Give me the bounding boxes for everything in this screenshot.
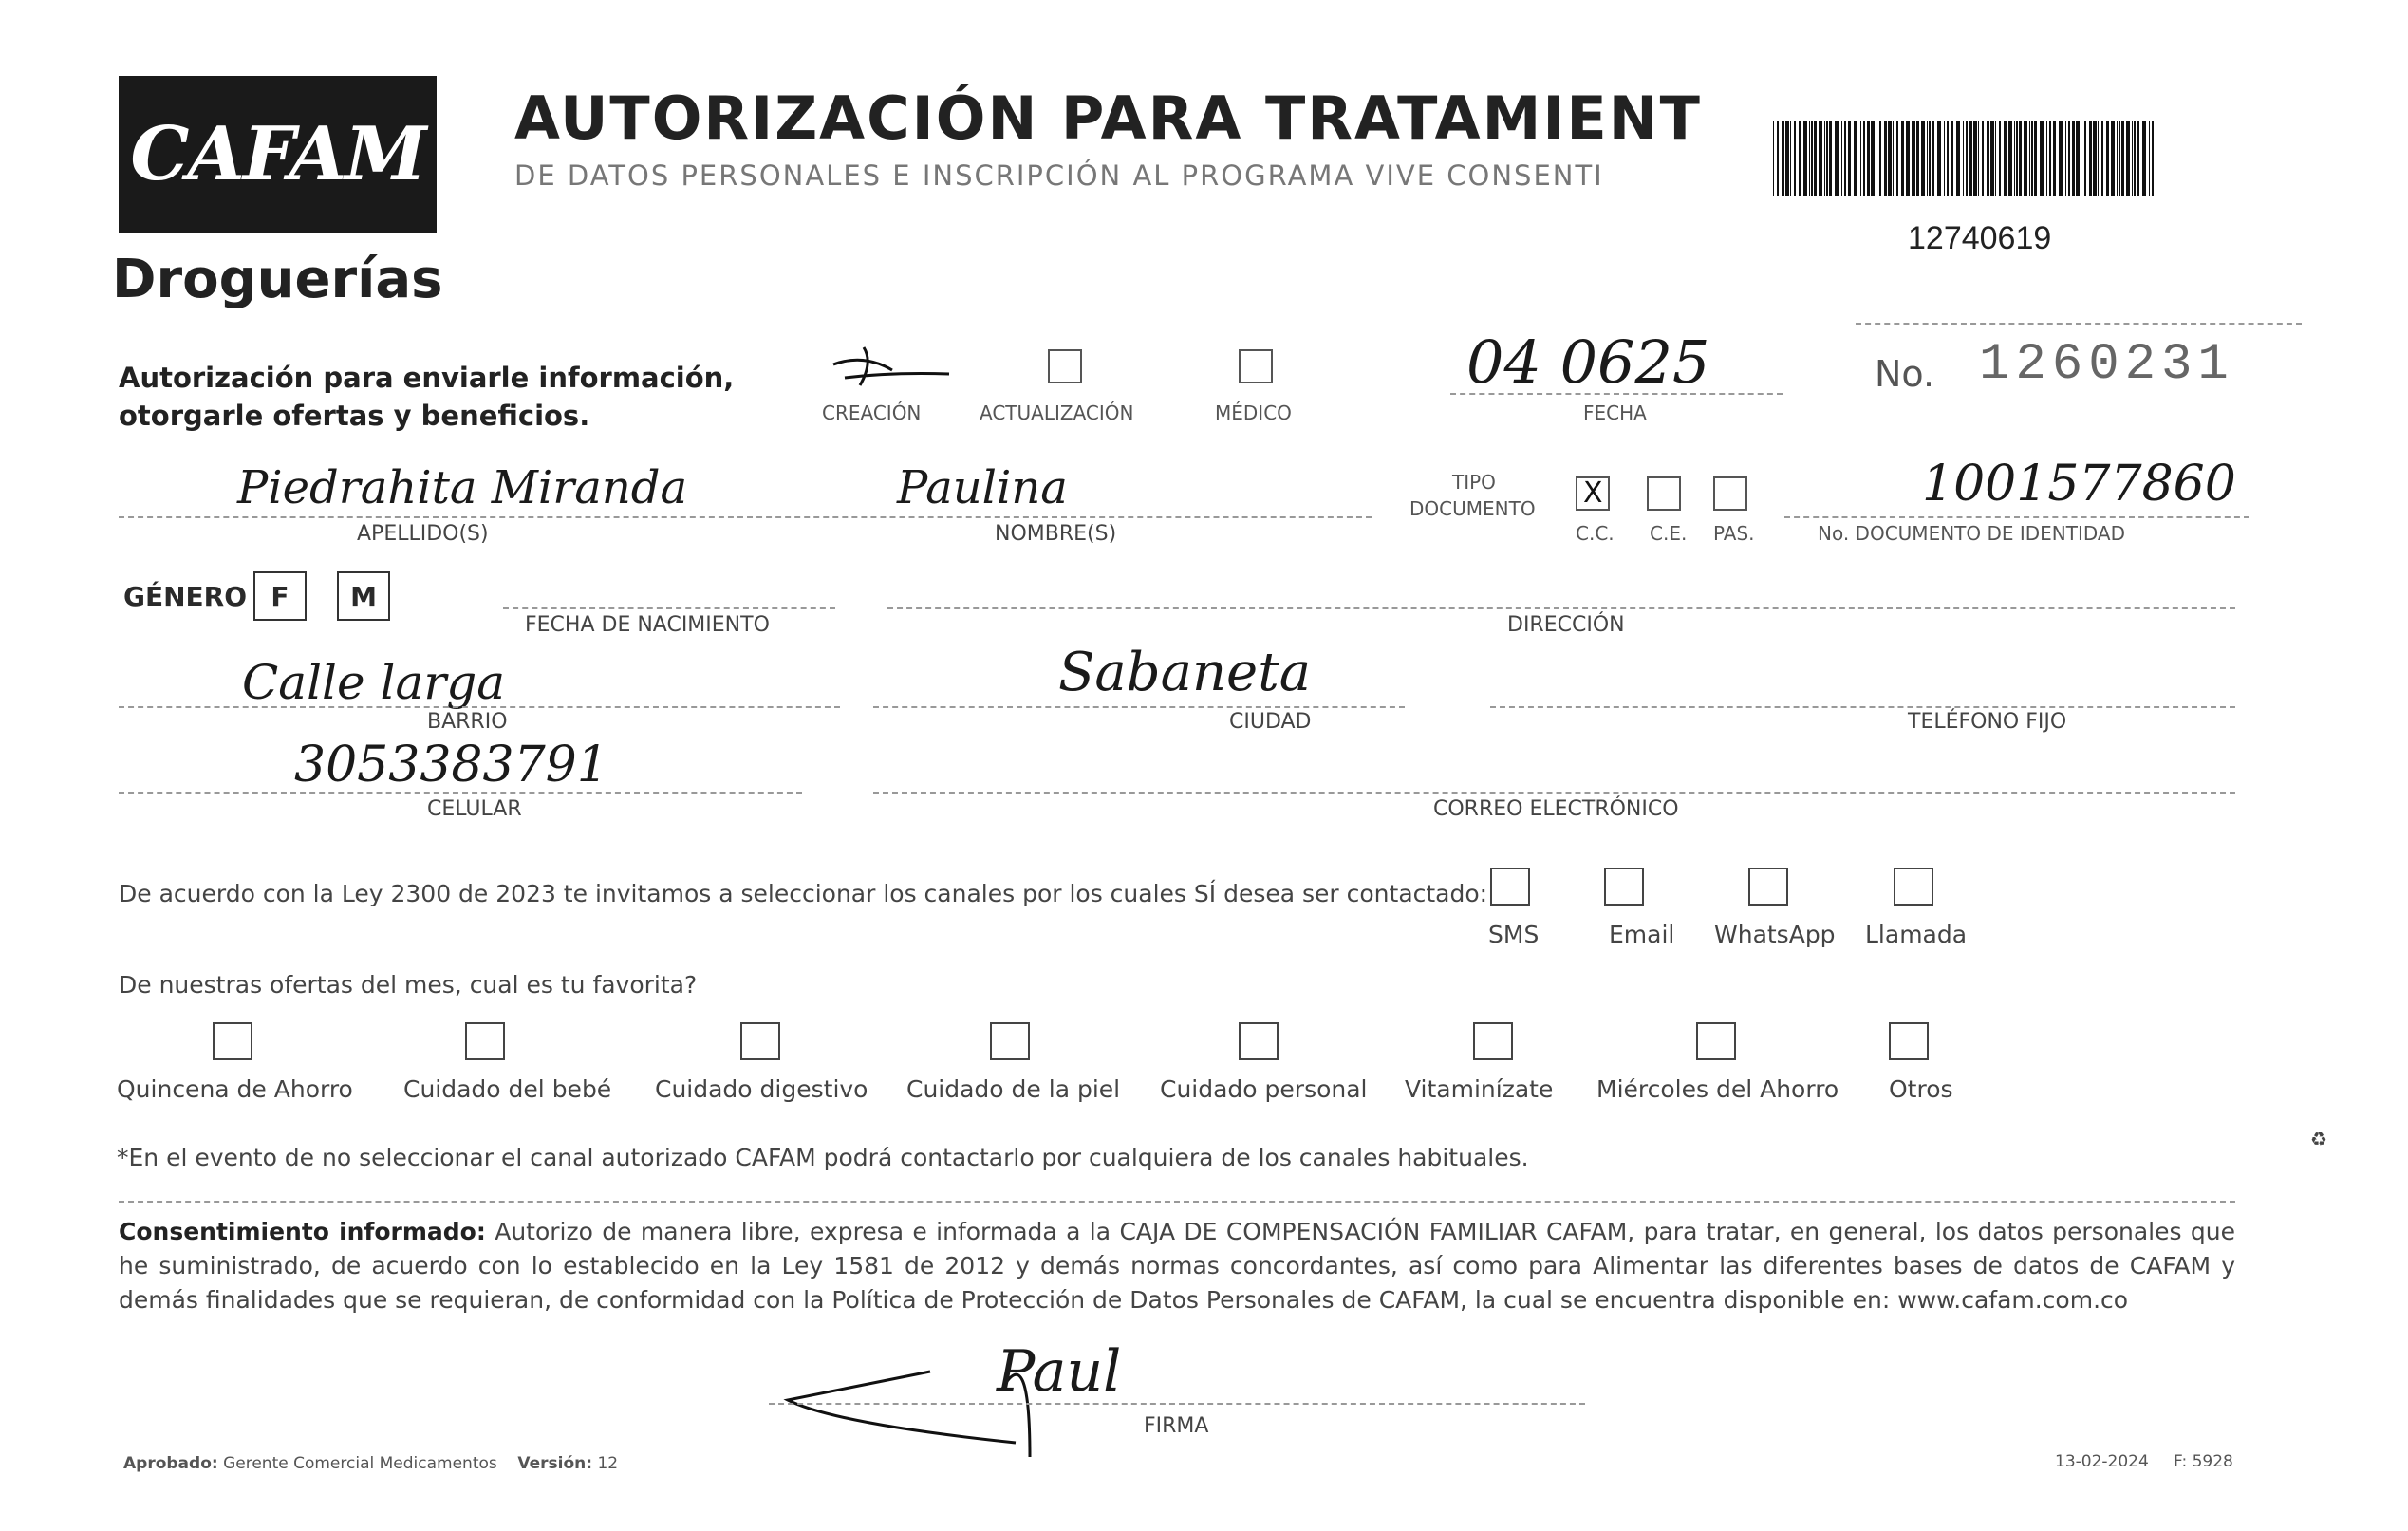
barcode-bar xyxy=(1819,121,1822,196)
barcode-bar xyxy=(1871,121,1875,196)
apellidos-label: APELLIDO(S) xyxy=(357,522,489,546)
email-label: Email xyxy=(1609,921,1675,948)
nombre-value[interactable]: Paulina xyxy=(897,461,1068,514)
barcode-bar xyxy=(1773,121,1774,196)
barcode-bar xyxy=(2142,121,2146,196)
brand-subtitle: Droguerías xyxy=(112,249,443,310)
barcode-bar xyxy=(1777,121,1779,196)
tipo-doc-label-1: TIPO xyxy=(1452,471,1496,494)
celular-label: CELULAR xyxy=(427,797,522,821)
digestivo-label: Cuidado digestivo xyxy=(655,1075,868,1103)
medico-label: MÉDICO xyxy=(1215,401,1292,424)
barcode-bar xyxy=(1809,121,1810,196)
form-subtitle: DE DATOS PERSONALES E INSCRIPCIÓN AL PROGRAMA VIVE CONSENTI xyxy=(514,159,1604,192)
version-label: Versión: xyxy=(517,1454,593,1473)
bebe-checkbox[interactable] xyxy=(465,1022,505,1060)
barcode xyxy=(1773,121,2157,196)
quincena-label: Quincena de Ahorro xyxy=(117,1075,353,1103)
genero-f-label: F xyxy=(271,580,289,612)
footer-fecha: 13-02-2024 xyxy=(2055,1452,2149,1471)
piel-label: Cuidado de la piel xyxy=(906,1075,1121,1103)
barcode-bar xyxy=(1913,121,1915,196)
barcode-bar xyxy=(1803,121,1807,196)
sms-checkbox[interactable] xyxy=(1490,868,1530,906)
barcode-bar xyxy=(2089,121,2092,196)
numero-value: 1260231 xyxy=(1979,336,2234,394)
llamada-label: Llamada xyxy=(1865,921,1968,948)
direccion-label: DIRECCIÓN xyxy=(1507,613,1625,637)
barcode-bar xyxy=(2040,121,2044,196)
barrio-label: BARRIO xyxy=(427,710,508,734)
piel-checkbox[interactable] xyxy=(990,1022,1030,1060)
barcode-bar xyxy=(1929,121,1931,196)
barcode-bar xyxy=(2137,121,2139,196)
barcode-bar xyxy=(1982,121,1984,196)
barcode-bar xyxy=(1921,121,1925,196)
barcode-bar xyxy=(2024,121,2027,196)
barcode-bar xyxy=(1916,121,1919,196)
barcode-bar xyxy=(2119,121,2120,196)
fecha-nacimiento-label: FECHA DE NACIMIENTO xyxy=(525,613,770,637)
version-value: 12 xyxy=(597,1454,619,1473)
barcode-bar xyxy=(1790,121,1791,196)
barcode-bar xyxy=(2019,121,2022,196)
barcode-bar xyxy=(1811,121,1813,196)
barcode-bar xyxy=(1814,121,1817,196)
barcode-bar xyxy=(1901,121,1904,196)
barcode-bar xyxy=(2072,121,2075,196)
footer-codigo: F: 5928 xyxy=(2174,1452,2233,1471)
barcode-bar xyxy=(1848,121,1851,196)
barcode-bar xyxy=(2126,121,2130,196)
barcode-bar xyxy=(2004,121,2007,196)
barcode-bar xyxy=(2065,121,2066,196)
barcode-bar xyxy=(1999,121,2001,196)
barcode-bar xyxy=(2068,121,2070,196)
numero-label: No. xyxy=(1875,353,1935,395)
barcode-bar xyxy=(2053,121,2056,196)
whatsapp-label: WhatsApp xyxy=(1714,921,1836,948)
ciudad-value[interactable]: Sabaneta xyxy=(1058,642,1312,703)
barcode-bar xyxy=(1947,121,1949,196)
digestivo-checkbox[interactable] xyxy=(740,1022,780,1060)
aprobado-label: Aprobado: xyxy=(123,1454,218,1473)
barcode-bar xyxy=(2152,121,2154,196)
barcode-bar xyxy=(1987,121,1989,196)
personal-label: Cuidado personal xyxy=(1160,1075,1368,1103)
barcode-bar xyxy=(1896,121,1898,196)
barcode-bar xyxy=(1863,121,1865,196)
barcode-bar xyxy=(1824,121,1825,196)
barcode-bar xyxy=(1844,121,1846,196)
ofertas-question: De nuestras ofertas del mes, cual es tu favorita? xyxy=(119,971,698,999)
bebe-label: Cuidado del bebé xyxy=(403,1075,612,1103)
genero-m-checkbox[interactable] xyxy=(337,571,390,621)
documento-label: No. DOCUMENTO DE IDENTIDAD xyxy=(1818,522,2126,545)
celular-value[interactable]: 3053383791 xyxy=(294,737,608,794)
barcode-bar xyxy=(1978,121,1979,196)
barcode-bar xyxy=(1785,121,1789,196)
barcode-bar xyxy=(1906,121,1910,196)
cc-label: C.C. xyxy=(1576,522,1615,545)
barcode-bar xyxy=(2008,121,2012,196)
logo-text: CAFAM xyxy=(130,111,425,197)
consentimiento-body: Autorizo de manera libre, expresa e informada a la CAJA DE COMPENSACIÓN FAMILIAR CAFAM, para tratar, en general, los datos personales que he suministrado, de acuerdo con lo establecido en la Ley 1581 de 2012 y demás normas concordantes, así como para Alimentar las diferentes bases de datos de CAFAM y demás finalidades que se requieran, de conformidad con la Política de Protección de Datos Personales de CAFAM, la cual se encuentra disponible en: www.cafam.com.co xyxy=(119,1218,2235,1314)
barcode-bar xyxy=(2149,121,2150,196)
miercoles-label: Miércoles del Ahorro xyxy=(1596,1075,1839,1103)
barcode-bar xyxy=(1956,121,1960,196)
vitaminizate-checkbox[interactable] xyxy=(1473,1022,1513,1060)
cafam-logo xyxy=(119,76,437,233)
otros-checkbox[interactable] xyxy=(1889,1022,1929,1060)
barcode-bar xyxy=(2076,121,2080,196)
personal-checkbox[interactable] xyxy=(1239,1022,1279,1060)
barrio-value[interactable]: Calle larga xyxy=(242,655,506,710)
barcode-bar xyxy=(2029,121,2030,196)
genero-m-label: M xyxy=(350,580,377,612)
barcode-bar xyxy=(2016,121,2018,196)
barcode-bar xyxy=(2084,121,2086,196)
apellidos-value[interactable]: Piedrahita Miranda xyxy=(237,461,688,514)
barcode-bar xyxy=(2117,121,2118,196)
barcode-number: 12740619 xyxy=(1908,220,2052,256)
barcode-bar xyxy=(1794,121,1796,196)
tipo-doc-label-2: DOCUMENTO xyxy=(1409,497,1536,520)
documento-value[interactable]: 1001577860 xyxy=(1922,456,2236,513)
barcode-bar xyxy=(2031,121,2033,196)
barcode-bar xyxy=(1835,121,1839,196)
barcode-bar xyxy=(1782,121,1784,196)
fecha-value[interactable]: 04 0625 xyxy=(1466,327,1710,397)
email-checkbox[interactable] xyxy=(1604,868,1644,906)
barcode-bar xyxy=(1963,121,1964,196)
creacion-label: CREACIÓN xyxy=(822,401,922,424)
correo-label: CORREO ELECTRÓNICO xyxy=(1433,797,1679,821)
barcode-bar xyxy=(1995,121,1996,196)
barcode-bar xyxy=(1969,121,1972,196)
intro-text xyxy=(119,359,734,435)
consentimiento xyxy=(119,1215,2235,1317)
ce-checkbox[interactable] xyxy=(1647,476,1681,511)
barcode-bar xyxy=(1912,121,1913,196)
barcode-bar xyxy=(2121,121,2124,196)
intro-line-1: Autorización para enviarle información, xyxy=(119,362,735,394)
nota-text: *En el evento de no seleccionar el canal autorizado CAFAM podrá contactarlo por cualquiera de los canales habituales. xyxy=(117,1144,1529,1171)
barcode-bar xyxy=(2134,121,2136,196)
medico-checkbox[interactable] xyxy=(1239,349,1273,383)
form-title: AUTORIZACIÓN PARA TRATAMIENT xyxy=(514,84,1702,153)
llamada-checkbox[interactable] xyxy=(1894,868,1933,906)
barcode-bar xyxy=(1826,121,1828,196)
pas-label: PAS. xyxy=(1713,522,1755,545)
vitaminizate-label: Vitaminízate xyxy=(1405,1075,1554,1103)
barcode-bar xyxy=(1884,121,1887,196)
barcode-bar xyxy=(2106,121,2109,196)
barcode-bar xyxy=(2098,121,2099,196)
genero-label: GÉNERO xyxy=(123,581,248,612)
creacion-mark xyxy=(826,344,959,391)
firma-label: FIRMA xyxy=(1144,1414,1209,1438)
firma-value[interactable]: Paul xyxy=(997,1338,1122,1405)
barcode-bar xyxy=(2046,121,2047,196)
barcode-bar xyxy=(2014,121,2015,196)
barcode-bar xyxy=(1966,121,1968,196)
whatsapp-checkbox[interactable] xyxy=(1748,868,1788,906)
barcode-bar xyxy=(2059,121,2063,196)
recycle-icon: ♻ xyxy=(2310,1128,2327,1150)
barcode-bar xyxy=(2049,121,2051,196)
barcode-bar xyxy=(2093,121,2097,196)
quincena-checkbox[interactable] xyxy=(213,1022,252,1060)
nombre-label: NOMBRE(S) xyxy=(995,522,1117,546)
consentimiento-title: Consentimiento informado: xyxy=(119,1218,486,1245)
barcode-bar xyxy=(1867,121,1870,196)
footer-aprobado xyxy=(123,1454,618,1473)
genero-f-checkbox[interactable] xyxy=(253,571,307,621)
canales-text: De acuerdo con la Ley 2300 de 2023 te invitamos a seleccionar los canales por los cuales SÍ desea ser contactado: xyxy=(119,880,1488,907)
actualizacion-checkbox[interactable] xyxy=(1048,349,1082,383)
barcode-bar xyxy=(1888,121,1892,196)
barcode-bar xyxy=(1860,121,1861,196)
barcode-bar xyxy=(1879,121,1881,196)
barcode-bar xyxy=(1799,121,1801,196)
barcode-bar xyxy=(1951,121,1953,196)
ce-label: C.E. xyxy=(1650,522,1688,545)
barcode-bar xyxy=(1841,121,1842,196)
barcode-bar xyxy=(1829,121,1832,196)
actualizacion-label: ACTUALIZACIÓN xyxy=(980,401,1134,424)
barcode-bar xyxy=(2132,121,2133,196)
pas-checkbox[interactable] xyxy=(1713,476,1747,511)
barcode-bar xyxy=(2034,121,2037,196)
barcode-bar xyxy=(1927,121,1928,196)
barcode-bar xyxy=(1973,121,1977,196)
barcode-bar xyxy=(1990,121,1994,196)
barcode-bar xyxy=(1854,121,1857,196)
cc-checkbox[interactable] xyxy=(1576,476,1610,511)
aprobado-value: Gerente Comercial Medicamentos xyxy=(223,1454,497,1473)
fecha-label: FECHA xyxy=(1583,401,1647,424)
intro-line-2: otorgarle ofertas y beneficios. xyxy=(119,400,590,432)
barcode-bar xyxy=(2101,121,2103,196)
barcode-bar xyxy=(1893,121,1894,196)
telefono-fijo-label: TELÉFONO FIJO xyxy=(1908,710,2067,734)
barcode-bar xyxy=(2111,121,2115,196)
otros-label: Otros xyxy=(1889,1075,1953,1103)
miercoles-checkbox[interactable] xyxy=(1696,1022,1736,1060)
ciudad-label: CIUDAD xyxy=(1229,710,1312,734)
barcode-bar xyxy=(1932,121,1934,196)
sms-label: SMS xyxy=(1488,921,1540,948)
barcode-bar xyxy=(1937,121,1941,196)
barcode-bar xyxy=(1944,121,1945,196)
